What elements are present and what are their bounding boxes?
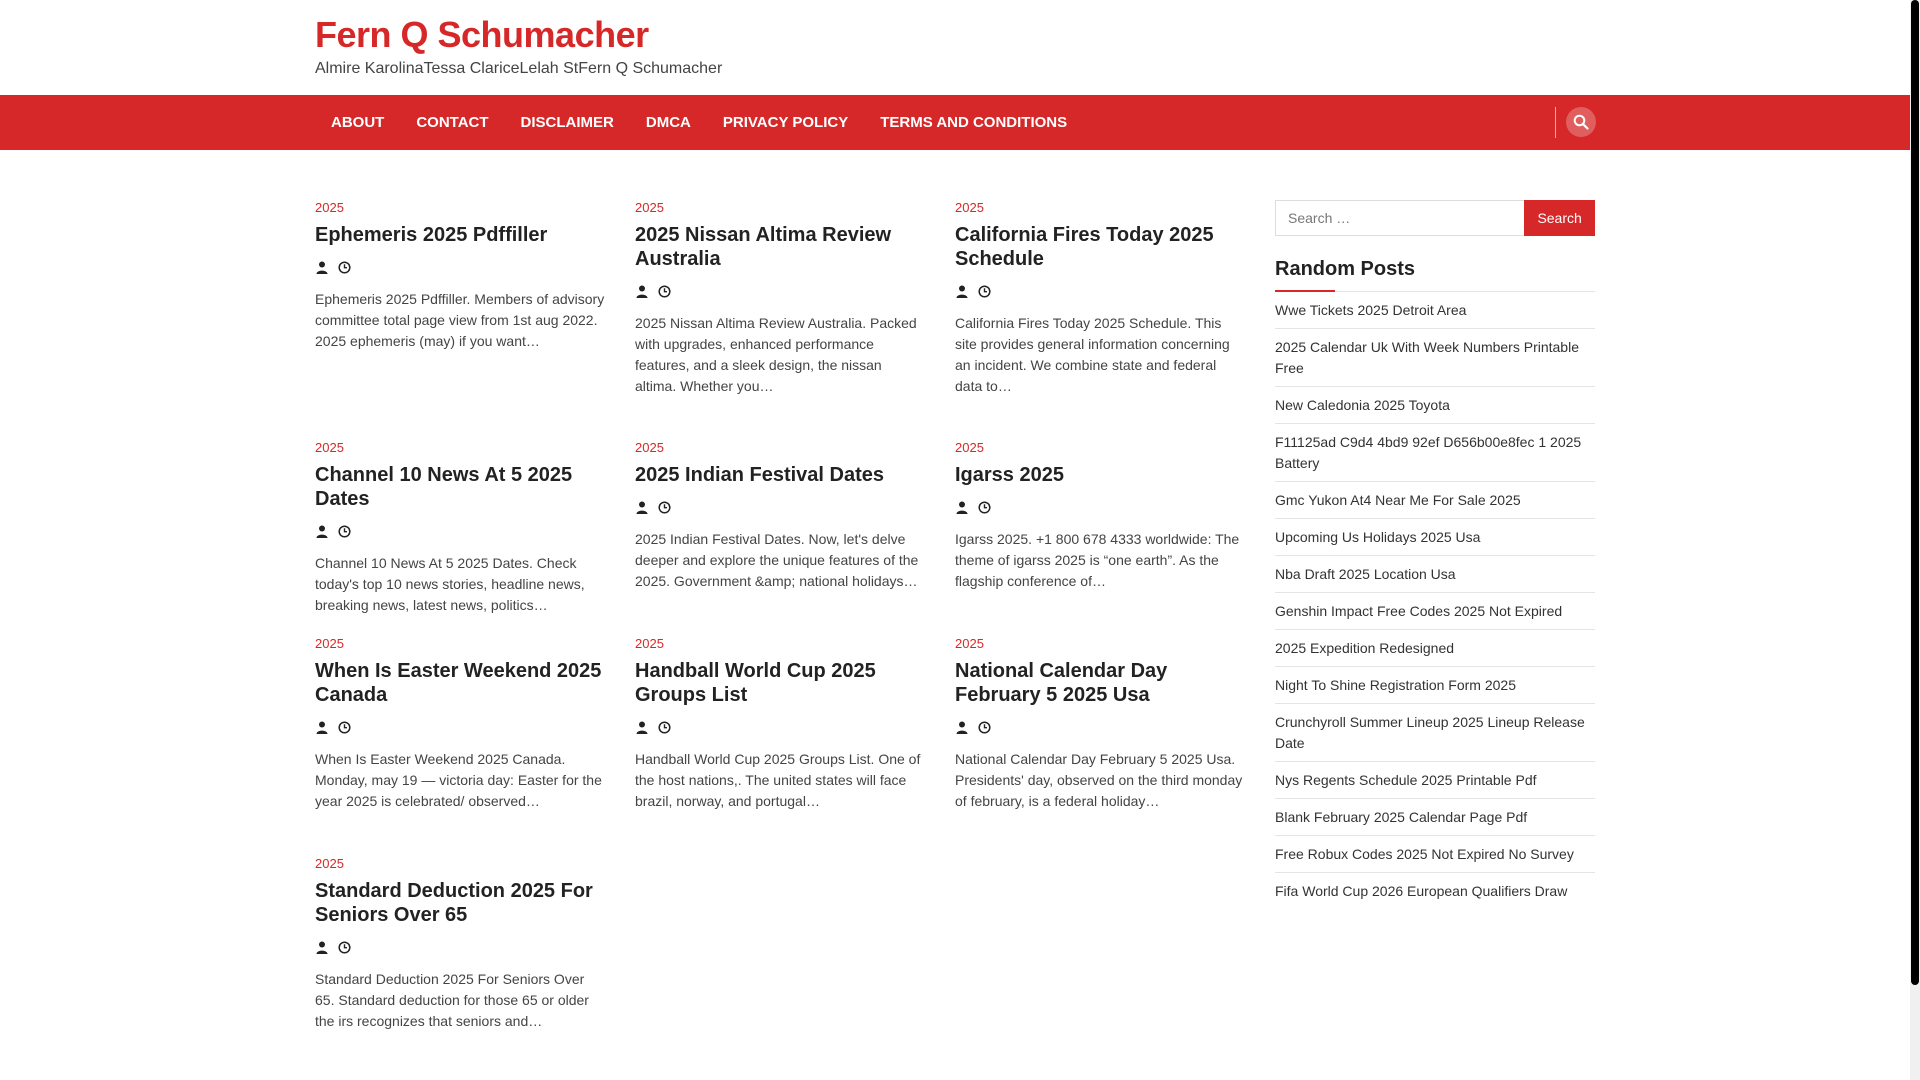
post-excerpt: Igarss 2025. +1 800 678 4333 worldwide: The theme of igarss 2025 is “one earth”. As the flagship conference of… <box>955 531 1240 589</box>
author-icon[interactable] <box>955 500 969 514</box>
random-post-link[interactable]: Gmc Yukon At4 Near Me For Sale 2025 <box>1275 482 1595 519</box>
nav-item-terms-and-conditions[interactable]: TERMS AND CONDITIONS <box>880 114 1068 131</box>
author-icon[interactable] <box>955 720 969 734</box>
post-card <box>955 200 1245 397</box>
random-post-link[interactable]: Nba Draft 2025 Location Usa <box>1275 556 1595 593</box>
post-title[interactable]: Igarss 2025 <box>955 464 1064 486</box>
random-post-link[interactable]: 2025 Calendar Uk With Week Numbers Printable Free <box>1275 329 1595 387</box>
post-excerpt: 2025 Indian Festival Dates. Now, let's delve deeper and explore the unique features of the 2025. Government &amp; national holidays… <box>635 531 919 589</box>
nav-item-contact[interactable]: CONTACT <box>416 114 489 131</box>
site-description: Almire KarolinaTessa ClariceLelah StFern Q Schumacher <box>315 60 723 77</box>
clock-icon[interactable] <box>337 720 351 734</box>
post-card <box>315 636 605 812</box>
post-category[interactable]: 2025 <box>955 200 984 215</box>
random-post-link[interactable]: Upcoming Us Holidays 2025 Usa <box>1275 519 1595 556</box>
clock-icon[interactable] <box>657 720 671 734</box>
post-title[interactable]: National Calendar Day February 5 2025 Usa <box>955 660 1168 706</box>
post-excerpt: California Fires Today 2025 Schedule. This site provides general information concerning an incident. We combine state and federal data to… <box>955 315 1230 394</box>
clock-icon[interactable] <box>977 720 991 734</box>
clock-icon[interactable] <box>657 284 671 298</box>
clock-icon[interactable] <box>337 260 351 274</box>
post-title[interactable]: 2025 Nissan Altima Review Australia <box>635 224 892 270</box>
post-meta <box>635 283 925 299</box>
random-post-link[interactable]: 2025 Expedition Redesigned <box>1275 630 1595 667</box>
post-card <box>315 200 605 352</box>
random-post-link[interactable]: Free Robux Codes 2025 Not Expired No Survey <box>1275 836 1595 873</box>
post-card <box>315 440 605 616</box>
nav-menu <box>315 95 1083 150</box>
post-excerpt: Standard Deduction 2025 For Seniors Over 65. Standard deduction for those 65 or older the irs recognizes that seniors and… <box>315 971 589 1029</box>
random-post-link[interactable]: New Caledonia 2025 Toyota <box>1275 387 1595 424</box>
post-card <box>955 440 1245 592</box>
post-meta <box>635 499 925 515</box>
search-button[interactable]: Search <box>1524 200 1595 236</box>
post-meta <box>955 719 1245 735</box>
post-category[interactable]: 2025 <box>315 440 344 455</box>
post-title[interactable]: Handball World Cup 2025 Groups List <box>635 660 876 706</box>
post-excerpt: 2025 Nissan Altima Review Australia. Packed with upgrades, enhanced performance features, and a sleek design, the nissan altima. Whether you… <box>635 315 917 394</box>
post-meta <box>315 259 605 275</box>
post-meta <box>315 719 605 735</box>
sidebar <box>1275 200 1595 909</box>
post-category[interactable]: 2025 <box>635 440 664 455</box>
random-post-link[interactable]: F11125ad C9d4 4bd9 92ef D656b00e8fec 1 2025 Battery <box>1275 424 1595 482</box>
random-posts-list <box>1275 292 1595 909</box>
scrollbar-thumb[interactable] <box>1911 0 1919 985</box>
random-post-link[interactable]: Crunchyroll Summer Lineup 2025 Lineup Release Date <box>1275 704 1595 762</box>
post-category[interactable]: 2025 <box>315 200 344 215</box>
post-title[interactable]: Channel 10 News At 5 2025 Dates <box>315 464 573 510</box>
widget-title-random-posts: Random Posts <box>1275 258 1595 292</box>
post-title[interactable]: Ephemeris 2025 Pdffiller <box>315 224 548 246</box>
nav-search-button[interactable] <box>1566 107 1596 137</box>
post-card <box>315 856 605 1032</box>
post-category[interactable]: 2025 <box>955 440 984 455</box>
author-icon[interactable] <box>635 284 649 298</box>
random-post-link[interactable]: Genshin Impact Free Codes 2025 Not Expired <box>1275 593 1595 630</box>
post-meta <box>315 939 605 955</box>
post-title[interactable]: 2025 Indian Festival Dates <box>635 464 885 486</box>
post-title[interactable]: Standard Deduction 2025 For Seniors Over 65 <box>315 880 593 926</box>
post-excerpt: Handball World Cup 2025 Groups List. One of the host nations,. The united states will face brazil, norway, and portugal… <box>635 751 921 809</box>
nav-item-about[interactable]: ABOUT <box>331 114 385 131</box>
post-category[interactable]: 2025 <box>955 636 984 651</box>
clock-icon[interactable] <box>337 940 351 954</box>
nav-item-privacy-policy[interactable]: PRIVACY POLICY <box>722 114 849 131</box>
post-card <box>635 200 925 397</box>
post-title[interactable]: When Is Easter Weekend 2025 Canada <box>315 660 602 706</box>
author-icon[interactable] <box>955 284 969 298</box>
post-category[interactable]: 2025 <box>635 636 664 651</box>
search-input[interactable] <box>1275 200 1524 236</box>
nav-item-dmca[interactable]: DMCA <box>645 114 691 131</box>
post-meta <box>635 719 925 735</box>
post-card <box>635 636 925 812</box>
post-excerpt: National Calendar Day February 5 2025 Usa. Presidents' day, observed on the third monday of february, is a federal holiday… <box>955 751 1243 809</box>
post-meta <box>955 499 1245 515</box>
post-category[interactable]: 2025 <box>315 856 344 871</box>
author-icon[interactable] <box>315 524 329 538</box>
author-icon[interactable] <box>315 940 329 954</box>
post-card <box>635 440 925 592</box>
post-category[interactable]: 2025 <box>315 636 344 651</box>
main-navigation <box>0 95 1910 150</box>
random-post-link[interactable]: Blank February 2025 Calendar Page Pdf <box>1275 799 1595 836</box>
post-excerpt: Ephemeris 2025 Pdffiller. Members of advisory committee total page view from 1st aug 2022. 2025 ephemeris (may) if you want… <box>315 291 605 349</box>
post-category[interactable]: 2025 <box>635 200 664 215</box>
post-card <box>955 636 1245 812</box>
author-icon[interactable] <box>635 720 649 734</box>
random-post-link[interactable]: Nys Regents Schedule 2025 Printable Pdf <box>1275 762 1595 799</box>
scrollbar[interactable] <box>1910 0 1920 1080</box>
random-post-link[interactable]: Wwe Tickets 2025 Detroit Area <box>1275 292 1595 329</box>
nav-item-disclaimer[interactable]: DISCLAIMER <box>520 114 614 131</box>
post-excerpt: Channel 10 News At 5 2025 Dates. Check today's top 10 news stories, headline news, breaking news, latest news, politics… <box>315 555 585 613</box>
nav-divider <box>1555 107 1556 138</box>
post-title[interactable]: California Fires Today 2025 Schedule <box>955 224 1214 270</box>
clock-icon[interactable] <box>657 500 671 514</box>
clock-icon[interactable] <box>977 500 991 514</box>
author-icon[interactable] <box>315 260 329 274</box>
author-icon[interactable] <box>315 720 329 734</box>
post-meta <box>315 523 605 539</box>
post-excerpt: When Is Easter Weekend 2025 Canada. Monday, may 19 — victoria day: Easter for the year 2025 is celebrated/ observed… <box>315 751 602 809</box>
random-post-link[interactable]: Fifa World Cup 2026 European Qualifiers Draw <box>1275 883 1568 899</box>
clock-icon[interactable] <box>977 284 991 298</box>
clock-icon[interactable] <box>337 524 351 538</box>
site-header <box>0 0 1920 95</box>
search-icon <box>1573 114 1589 130</box>
post-meta <box>955 283 1245 299</box>
author-icon[interactable] <box>635 500 649 514</box>
site-title[interactable]: Fern Q Schumacher <box>315 14 649 55</box>
sidebar-search-form <box>1275 200 1595 236</box>
random-post-link[interactable]: Night To Shine Registration Form 2025 <box>1275 667 1595 704</box>
